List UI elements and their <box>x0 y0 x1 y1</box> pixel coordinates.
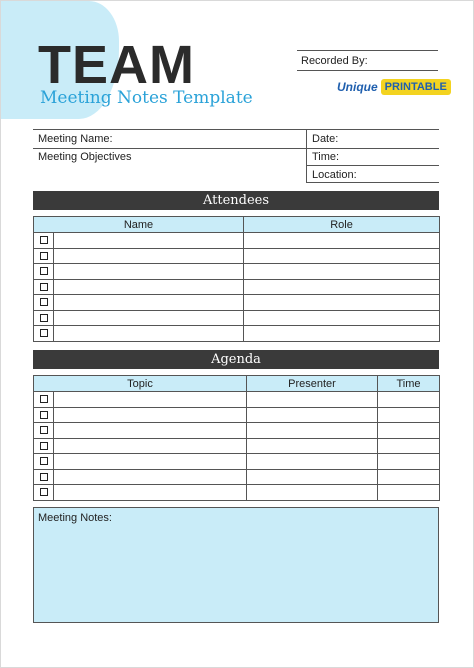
table-cell[interactable] <box>247 438 378 454</box>
table-cell[interactable] <box>378 469 440 485</box>
table-cell[interactable] <box>54 407 247 423</box>
info-row-2 <box>33 148 439 166</box>
table-row <box>34 310 440 326</box>
checkbox-icon[interactable] <box>40 267 48 275</box>
checkbox-icon[interactable] <box>40 395 48 403</box>
table-row <box>34 454 440 470</box>
table-cell[interactable] <box>247 407 378 423</box>
table-row <box>34 264 440 280</box>
attendees-header-row <box>34 217 440 233</box>
table-row <box>34 485 440 501</box>
table-cell[interactable] <box>54 310 244 326</box>
title-main: TEAM <box>38 35 195 95</box>
checkbox-cell <box>34 469 54 485</box>
table-cell[interactable] <box>247 423 378 439</box>
checkbox-icon[interactable] <box>40 457 48 465</box>
table-cell[interactable] <box>244 279 440 295</box>
column-header-name: Name <box>34 217 244 233</box>
meeting-name-label: Meeting Name: <box>38 133 113 145</box>
table-row <box>34 248 440 264</box>
logo-word-printable: PRINTABLE <box>381 79 451 95</box>
checkbox-cell <box>34 454 54 470</box>
checkbox-cell <box>34 295 54 311</box>
title-subtitle: Meeting Notes Template <box>40 88 253 108</box>
table-cell[interactable] <box>378 454 440 470</box>
checkbox-cell <box>34 485 54 501</box>
time-label: Time: <box>312 151 340 163</box>
column-header-time: Time <box>378 376 440 392</box>
checkbox-icon[interactable] <box>40 411 48 419</box>
checkbox-cell <box>34 423 54 439</box>
location-field[interactable] <box>307 166 439 183</box>
table-cell[interactable] <box>244 264 440 280</box>
table-cell[interactable] <box>54 295 244 311</box>
checkbox-cell <box>34 264 54 280</box>
table-row <box>34 469 440 485</box>
agenda-header: Agenda <box>33 350 439 369</box>
table-cell[interactable] <box>378 485 440 501</box>
brand-logo <box>337 78 451 96</box>
attendees-table <box>33 216 440 342</box>
date-field[interactable] <box>307 130 439 148</box>
table-row <box>34 233 440 249</box>
table-cell[interactable] <box>54 438 247 454</box>
checkbox-cell <box>34 233 54 249</box>
table-cell[interactable] <box>247 392 378 408</box>
info-row-3 <box>33 166 439 183</box>
checkbox-cell <box>34 438 54 454</box>
checkbox-icon[interactable] <box>40 283 48 291</box>
table-cell[interactable] <box>54 264 244 280</box>
checkbox-cell <box>34 407 54 423</box>
table-cell[interactable] <box>244 248 440 264</box>
table-row <box>34 392 440 408</box>
checkbox-icon[interactable] <box>40 426 48 434</box>
agenda-header-row <box>34 376 440 392</box>
date-label: Date: <box>312 133 339 145</box>
attendees-header: Attendees <box>33 191 439 210</box>
table-row <box>34 438 440 454</box>
time-field[interactable] <box>307 148 439 166</box>
checkbox-icon[interactable] <box>40 252 48 260</box>
location-label: Location: <box>312 169 357 181</box>
table-cell[interactable] <box>244 310 440 326</box>
table-cell[interactable] <box>378 438 440 454</box>
table-cell[interactable] <box>54 454 247 470</box>
meeting-notes-box[interactable] <box>33 507 439 623</box>
checkbox-icon[interactable] <box>40 298 48 306</box>
table-cell[interactable] <box>378 407 440 423</box>
column-header-role: Role <box>244 217 440 233</box>
checkbox-icon[interactable] <box>40 473 48 481</box>
table-cell[interactable] <box>54 233 244 249</box>
checkbox-cell <box>34 248 54 264</box>
checkbox-icon[interactable] <box>40 442 48 450</box>
table-cell[interactable] <box>247 469 378 485</box>
checkbox-cell <box>34 310 54 326</box>
table-row <box>34 423 440 439</box>
table-row <box>34 279 440 295</box>
checkbox-icon[interactable] <box>40 314 48 322</box>
table-row <box>34 326 440 342</box>
logo-word-unique: Unique <box>337 80 378 94</box>
meeting-objectives-label: Meeting Objectives <box>38 151 132 163</box>
table-cell[interactable] <box>247 454 378 470</box>
info-row-1 <box>33 130 439 149</box>
table-cell[interactable] <box>54 469 247 485</box>
recorded-by-label: Recorded By: <box>301 55 368 67</box>
checkbox-icon[interactable] <box>40 488 48 496</box>
checkbox-cell <box>34 392 54 408</box>
table-cell[interactable] <box>378 392 440 408</box>
table-cell[interactable] <box>54 392 247 408</box>
table-cell[interactable] <box>54 423 247 439</box>
table-cell[interactable] <box>54 248 244 264</box>
meeting-notes-label: Meeting Notes: <box>38 512 112 524</box>
checkbox-cell <box>34 279 54 295</box>
recorded-by-field[interactable] <box>297 50 438 71</box>
column-header-presenter: Presenter <box>247 376 378 392</box>
table-cell[interactable] <box>244 233 440 249</box>
table-cell[interactable] <box>247 485 378 501</box>
table-row <box>34 295 440 311</box>
checkbox-cell <box>34 326 54 342</box>
checkbox-icon[interactable] <box>40 329 48 337</box>
table-cell[interactable] <box>54 485 247 501</box>
table-cell[interactable] <box>244 326 440 342</box>
table-cell[interactable] <box>54 326 244 342</box>
table-cell[interactable] <box>54 279 244 295</box>
table-cell[interactable] <box>244 295 440 311</box>
meeting-objectives-field[interactable] <box>33 148 306 166</box>
column-header-topic: Topic <box>34 376 247 392</box>
info-divider <box>306 129 307 183</box>
agenda-table <box>33 375 440 501</box>
table-cell[interactable] <box>378 423 440 439</box>
meeting-name-field[interactable] <box>33 130 306 148</box>
checkbox-icon[interactable] <box>40 236 48 244</box>
table-row <box>34 407 440 423</box>
